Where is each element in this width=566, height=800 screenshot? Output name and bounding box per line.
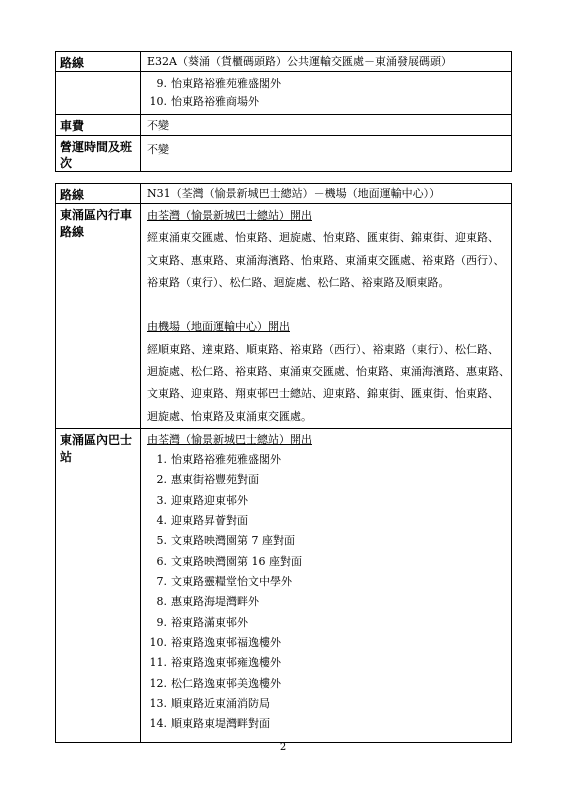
list-item xyxy=(141,552,511,572)
list-item-number: 12. xyxy=(149,676,167,690)
routing-heading: 由荃灣（愉景新城巴士總站）開出 xyxy=(147,209,312,222)
list-item-text: 松仁路逸東邨美逸樓外 xyxy=(171,676,281,690)
list-item-text: 裕東路逸東邨雍逸樓外 xyxy=(171,656,281,670)
list-item-number: 6. xyxy=(156,554,167,568)
list-item-text: 惠東街裕豐苑對面 xyxy=(171,473,259,487)
list-item-number: 9. xyxy=(156,615,167,629)
list-item-number: 7. xyxy=(156,575,167,589)
list-item-text: 迎東路迎東邨外 xyxy=(171,493,248,507)
stops-heading: 由荃灣（愉景新城巴士總站）開出 xyxy=(147,432,312,446)
stops-label: 東涌區內巴士站 xyxy=(56,428,141,742)
stops-cell xyxy=(141,428,512,742)
hours-value: 不變 xyxy=(141,136,512,172)
list-item-number: 14. xyxy=(149,717,167,731)
list-item xyxy=(141,653,511,673)
list-item-number: 1. xyxy=(156,452,167,466)
routing-line: 經順東路、達東路、順東路、裕東路（西行）、裕東路（東行）、松仁路、 xyxy=(147,342,499,356)
list-item: 10. 怡東路裕雅商場外 xyxy=(149,95,259,108)
routing-line: 迴旋處、松仁路、裕東路、東涌東交匯處、怡東路、東涌海濱路、惠東路、 xyxy=(147,365,510,379)
hours-label: 營運時間及班次 xyxy=(56,136,141,172)
list-item xyxy=(141,572,511,592)
list-item xyxy=(141,592,511,612)
routing-line: 迴旋處、怡東路及東涌東交匯處。 xyxy=(147,409,312,423)
list-item-text: 文東路映灣園第 16 座對面 xyxy=(171,554,302,568)
list-item xyxy=(141,694,511,714)
routing-line: 裕東路（東行）、松仁路、迴旋處、松仁路、裕東路及順東路。 xyxy=(147,275,450,289)
list-item-number: 5. xyxy=(156,534,167,548)
list-item-text: 怡東路裕雅苑雅盛閣外 xyxy=(171,452,281,466)
route-table-n31 xyxy=(55,183,512,743)
list-item xyxy=(141,450,511,470)
list-item-text: 文東路靈糧堂怡文中學外 xyxy=(171,575,292,589)
blank-line xyxy=(141,294,511,316)
route-value: N31（荃灣（愉景新城巴士總站）－機場（地面運輸中心）） xyxy=(141,184,512,204)
fare-value: 不變 xyxy=(141,115,512,136)
routing-line: 經東涌東交匯處、怡東路、迴旋處、怡東路、匯東街、錦東街、迎東路、 xyxy=(147,231,499,245)
list-item xyxy=(141,531,511,551)
list-item-number: 8. xyxy=(156,595,167,609)
routing-line: 文東路、迎東路、翔東邨巴士總站、迎東路、錦東街、匯東街、怡東路、 xyxy=(147,387,499,401)
list-item: 9. 怡東路裕雅苑雅盛閣外 xyxy=(156,77,281,90)
route-table-e32a xyxy=(55,51,512,172)
list-item-text: 迎東路昇薈對面 xyxy=(171,514,248,527)
routing-line: 文東路、惠東路、東涌海濱路、怡東路、東涌東交匯處、裕東路（西行）、 xyxy=(147,253,505,267)
list-item xyxy=(141,633,511,653)
list-item-number: 13. xyxy=(149,697,167,711)
route-label: 路線 xyxy=(56,52,141,72)
stops-list xyxy=(141,450,511,735)
list-item-text: 裕東路滿東邨外 xyxy=(171,615,248,629)
list-item xyxy=(141,511,511,531)
list-item xyxy=(141,674,511,694)
list-item xyxy=(141,613,511,633)
page-number: 2 xyxy=(279,742,287,753)
routing-cell xyxy=(141,204,512,429)
routing-label: 東涌區內行車路線 xyxy=(56,204,141,429)
list-item xyxy=(141,491,511,511)
route-label: 路線 xyxy=(56,184,141,204)
list-item-text: 裕東路逸東邨福逸樓外 xyxy=(171,636,281,650)
route-value: E32A（葵涌（貨櫃碼頭路）公共運輸交匯處－東涌發展碼頭） xyxy=(141,52,512,72)
stops-cell xyxy=(141,72,512,115)
list-item-text: 文東路映灣園第 7 座對面 xyxy=(171,534,295,548)
list-item-number: 11. xyxy=(149,656,167,670)
list-item-number: 3. xyxy=(156,493,167,507)
list-item-number: 10. xyxy=(149,636,167,650)
list-item-text: 惠東路海堤灣畔外 xyxy=(171,595,259,609)
list-item xyxy=(141,470,511,490)
routing-heading: 由機場（地面運輸中心）開出 xyxy=(147,320,290,334)
fare-label: 車費 xyxy=(56,115,141,136)
list-item-text: 順東路近東涌消防局 xyxy=(171,697,270,711)
list-item xyxy=(141,714,511,734)
empty-label-cell xyxy=(56,72,141,115)
list-item-text: 順東路東堤灣畔對面 xyxy=(171,717,270,731)
list-item-number: 4. xyxy=(156,514,167,527)
list-item-number: 2. xyxy=(156,473,167,487)
